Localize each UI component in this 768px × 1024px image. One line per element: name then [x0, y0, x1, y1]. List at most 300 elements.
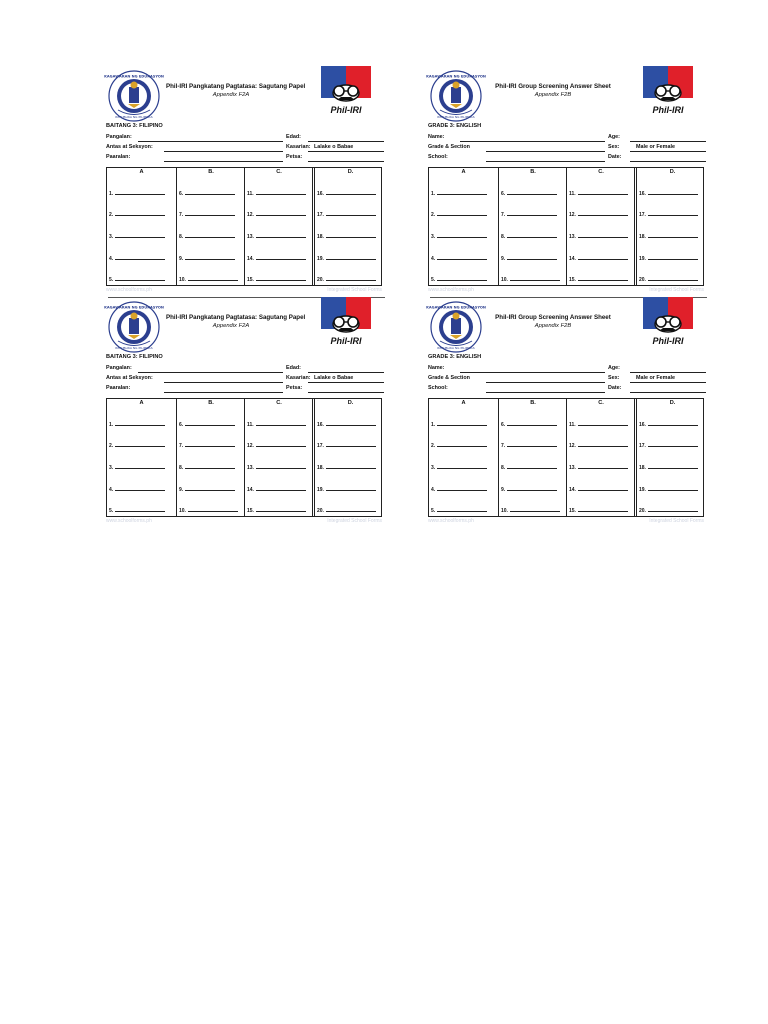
filipino-answer-sheet: [104, 297, 386, 524]
item-number: 20.: [317, 277, 324, 283]
answer-blank[interactable]: [437, 276, 487, 281]
answer-blank[interactable]: [510, 507, 560, 512]
answer-blank[interactable]: [507, 211, 557, 216]
answer-blank[interactable]: [578, 421, 628, 426]
field-label: School:: [428, 385, 448, 391]
item-number: 10.: [179, 508, 186, 514]
field-input-line[interactable]: [486, 151, 605, 152]
answer-blank[interactable]: [437, 211, 487, 216]
answer-item: [317, 442, 376, 449]
item-number: 19.: [317, 256, 324, 262]
field-label: Grade & Section: [428, 375, 470, 381]
answer-blank[interactable]: [507, 255, 557, 260]
answer-column: [498, 399, 567, 516]
grade-subject: GRADE 3: ENGLISH: [428, 123, 482, 129]
answer-blank[interactable]: [185, 211, 235, 216]
answer-item: [569, 211, 628, 218]
column-header: B.: [208, 400, 214, 406]
field-label: Edad:: [286, 134, 301, 140]
field-input-line[interactable]: [486, 161, 605, 162]
answer-column: [176, 399, 245, 516]
answer-blank[interactable]: [507, 486, 557, 491]
answer-blank[interactable]: [256, 255, 306, 260]
answer-blank[interactable]: [115, 211, 165, 216]
answer-item: [431, 507, 487, 514]
answer-item: [569, 442, 628, 449]
item-number: 5.: [109, 277, 114, 283]
answer-blank[interactable]: [648, 233, 698, 238]
field-label: Date:: [608, 154, 622, 160]
field-right-row: [286, 134, 384, 143]
item-number: 8.: [501, 465, 506, 471]
item-number: 1.: [431, 191, 436, 197]
answer-column: [312, 168, 386, 285]
answer-item: [639, 507, 698, 514]
item-number: 4.: [431, 256, 436, 262]
answer-item: [639, 421, 698, 428]
answer-column: [107, 399, 176, 516]
seal-text-bottom: REPUBLIKA NG PILIPINAS: [437, 346, 475, 350]
answer-column: [107, 168, 176, 285]
field-input-line[interactable]: [164, 151, 283, 152]
item-number: 13.: [569, 234, 576, 240]
answer-blank[interactable]: [510, 276, 560, 281]
logo-text: Phil-IRI: [652, 105, 684, 115]
column-header: C.: [598, 169, 604, 175]
item-number: 10.: [501, 277, 508, 283]
field-input-line[interactable]: [308, 141, 384, 142]
answer-blank[interactable]: [648, 190, 698, 195]
item-number: 20.: [639, 508, 646, 514]
answer-item: [247, 211, 306, 218]
answer-blank[interactable]: [256, 233, 306, 238]
answer-blank[interactable]: [648, 276, 698, 281]
answer-item: [317, 486, 376, 493]
answer-blank[interactable]: [115, 507, 165, 512]
sheet-title: Phil-IRI Pangkatang Pagtatasa: Sagutang Papel: [166, 83, 306, 90]
answer-item: [179, 233, 235, 240]
field-left-row: [106, 134, 286, 143]
answer-item: [109, 255, 165, 262]
answer-blank[interactable]: [578, 464, 628, 469]
item-number: 1.: [109, 191, 114, 197]
field-left-row: [428, 375, 608, 384]
answer-item: [247, 486, 306, 493]
answer-item: [569, 276, 628, 283]
field-input-line[interactable]: [138, 372, 283, 373]
item-number: 9.: [179, 256, 184, 262]
answer-item: [247, 421, 306, 428]
item-number: 1.: [109, 422, 114, 428]
answer-blank[interactable]: [507, 233, 557, 238]
answer-item: [317, 421, 376, 428]
field-input-line[interactable]: [486, 392, 605, 393]
answer-blank[interactable]: [326, 233, 376, 238]
item-number: 3.: [431, 234, 436, 240]
answer-blank[interactable]: [326, 276, 376, 281]
answer-blank[interactable]: [437, 442, 487, 447]
column-header: A: [461, 169, 466, 175]
title-block: [488, 314, 618, 329]
item-number: 19.: [317, 487, 324, 493]
answer-item: [431, 442, 487, 449]
field-right-row: [608, 375, 706, 384]
answer-blank[interactable]: [326, 211, 376, 216]
answer-column: [244, 168, 313, 285]
item-number: 7.: [501, 443, 506, 449]
field-input-line[interactable]: [630, 141, 706, 142]
field-input-line[interactable]: [308, 161, 384, 162]
answer-blank[interactable]: [578, 507, 628, 512]
answer-blank[interactable]: [185, 464, 235, 469]
item-number: 4.: [109, 256, 114, 262]
answer-blank[interactable]: [648, 486, 698, 491]
answer-blank[interactable]: [256, 464, 306, 469]
answer-blank[interactable]: [256, 211, 306, 216]
answer-blank[interactable]: [437, 233, 487, 238]
item-number: 12.: [569, 212, 576, 218]
field-right-row: [286, 365, 384, 374]
field-left-row: [106, 365, 286, 374]
answer-blank[interactable]: [256, 486, 306, 491]
answer-item: [431, 211, 487, 218]
answer-item: [179, 507, 238, 514]
footer-left: www.schoolforms.ph: [428, 518, 474, 524]
column-header: C.: [598, 400, 604, 406]
answer-item: [639, 464, 698, 471]
item-number: 4.: [431, 487, 436, 493]
field-input-line[interactable]: [308, 392, 384, 393]
item-number: 6.: [501, 191, 506, 197]
answer-column: [312, 399, 386, 516]
answer-blank[interactable]: [185, 190, 235, 195]
item-number: 14.: [247, 487, 254, 493]
field-left-row: [106, 154, 286, 163]
answer-blank[interactable]: [185, 486, 235, 491]
field-label: Kasarian:: [286, 375, 311, 381]
item-number: 4.: [109, 487, 114, 493]
answer-item: [501, 276, 560, 283]
answer-blank[interactable]: [188, 507, 238, 512]
deped-seal-icon: [426, 70, 486, 122]
field-value: Male or Female: [636, 375, 675, 381]
answer-blank[interactable]: [437, 486, 487, 491]
field-input-line[interactable]: [460, 141, 605, 142]
item-number: 18.: [639, 465, 646, 471]
item-number: 7.: [179, 443, 184, 449]
answer-blank[interactable]: [256, 190, 306, 195]
answer-item: [247, 233, 306, 240]
sheet-title: Phil-IRI Pangkatang Pagtatasa: Sagutang Papel: [166, 314, 306, 321]
answer-item: [247, 255, 306, 262]
item-number: 10.: [179, 277, 186, 283]
answer-blank[interactable]: [326, 507, 376, 512]
answer-blank[interactable]: [115, 233, 165, 238]
answer-column: [634, 399, 708, 516]
answer-column: [429, 399, 498, 516]
answer-blank[interactable]: [437, 507, 487, 512]
answer-blank[interactable]: [326, 190, 376, 195]
answer-item: [109, 190, 165, 197]
answer-blank[interactable]: [648, 421, 698, 426]
field-input-line[interactable]: [164, 392, 283, 393]
answer-item: [179, 442, 235, 449]
deped-seal-icon: [426, 301, 486, 353]
field-input-line[interactable]: [486, 382, 605, 383]
answer-blank[interactable]: [578, 233, 628, 238]
field-label: Paaralan:: [106, 154, 131, 160]
answer-blank[interactable]: [326, 421, 376, 426]
title-block: [166, 314, 306, 329]
seal-text-bottom: REPUBLIKA NG PILIPINAS: [115, 346, 153, 350]
item-number: 19.: [639, 487, 646, 493]
answer-item: [431, 276, 487, 283]
item-number: 20.: [639, 277, 646, 283]
answer-item: [179, 464, 235, 471]
answer-blank[interactable]: [578, 255, 628, 260]
item-number: 7.: [179, 212, 184, 218]
answer-blank[interactable]: [188, 276, 238, 281]
item-number: 15.: [569, 508, 576, 514]
answer-blank[interactable]: [185, 421, 235, 426]
field-left-row: [428, 144, 608, 153]
answer-blank[interactable]: [115, 190, 165, 195]
field-input-line[interactable]: [630, 382, 706, 383]
logo-text: Phil-IRI: [330, 105, 362, 115]
answer-blank[interactable]: [437, 421, 487, 426]
item-number: 6.: [179, 191, 184, 197]
field-left-row: [106, 144, 286, 153]
answer-column: [566, 399, 635, 516]
answer-item: [569, 507, 628, 514]
answer-blank[interactable]: [256, 421, 306, 426]
field-input-line[interactable]: [308, 382, 384, 383]
answer-blank[interactable]: [648, 211, 698, 216]
item-number: 11.: [569, 422, 576, 428]
answer-item: [317, 507, 376, 514]
answer-item: [569, 233, 628, 240]
field-input-line[interactable]: [308, 151, 384, 152]
answer-blank[interactable]: [115, 442, 165, 447]
grade-subject: BAITANG 3: FILIPINO: [106, 123, 163, 129]
field-value: Male or Female: [636, 144, 675, 150]
answer-grid: [106, 167, 382, 286]
item-number: 14.: [569, 487, 576, 493]
answer-grid: [428, 398, 704, 517]
item-number: 17.: [317, 212, 324, 218]
answer-item: [179, 421, 235, 428]
answer-item: [639, 255, 698, 262]
field-value: Lalake o Babae: [314, 375, 354, 381]
answer-item: [431, 464, 487, 471]
answer-blank[interactable]: [648, 442, 698, 447]
answer-blank[interactable]: [648, 507, 698, 512]
deped-seal-icon: [104, 70, 164, 122]
item-number: 13.: [247, 234, 254, 240]
logo-text: Phil-IRI: [330, 336, 362, 346]
field-label: Petsa:: [286, 385, 303, 391]
answer-blank[interactable]: [185, 233, 235, 238]
field-input-line[interactable]: [630, 392, 706, 393]
field-label: Antas at Seksyon:: [106, 375, 153, 381]
answer-item: [247, 442, 306, 449]
field-label: Age:: [608, 365, 620, 371]
answer-item: [501, 233, 557, 240]
item-number: 12.: [569, 443, 576, 449]
answer-item: [639, 276, 698, 283]
item-number: 5.: [431, 277, 436, 283]
answer-blank[interactable]: [256, 442, 306, 447]
footer-right: Integrated School Forms: [327, 518, 382, 524]
answer-column: [498, 168, 567, 285]
item-number: 14.: [247, 256, 254, 262]
field-label: Grade & Section: [428, 144, 470, 150]
field-left-row: [106, 375, 286, 384]
item-number: 11.: [247, 422, 254, 428]
answer-blank[interactable]: [256, 276, 306, 281]
answer-blank[interactable]: [507, 442, 557, 447]
column-header: B.: [530, 169, 536, 175]
answer-item: [501, 442, 557, 449]
answer-item: [569, 255, 628, 262]
phil-iri-logo-icon: [321, 66, 371, 122]
sheet-appendix: Appendix F2A: [212, 323, 250, 329]
field-input-line[interactable]: [164, 161, 283, 162]
field-label: Petsa:: [286, 154, 303, 160]
answer-blank[interactable]: [256, 507, 306, 512]
item-number: 16.: [317, 191, 324, 197]
answer-blank[interactable]: [648, 255, 698, 260]
answer-item: [569, 421, 628, 428]
item-number: 17.: [639, 212, 646, 218]
field-right-row: [286, 385, 384, 394]
answer-blank[interactable]: [578, 211, 628, 216]
column-header: A: [139, 169, 144, 175]
answer-item: [431, 233, 487, 240]
item-number: 5.: [109, 508, 114, 514]
seal-text-top: KAGAWARAN NG EDUKASYON: [104, 305, 164, 310]
item-number: 2.: [431, 212, 436, 218]
answer-blank[interactable]: [437, 464, 487, 469]
field-label: Name:: [428, 365, 445, 371]
answer-blank[interactable]: [507, 464, 557, 469]
column-header: D.: [347, 169, 354, 175]
field-label: Edad:: [286, 365, 301, 371]
item-number: 13.: [247, 465, 254, 471]
item-number: 2.: [109, 443, 114, 449]
answer-item: [569, 486, 628, 493]
answer-blank[interactable]: [185, 442, 235, 447]
answer-blank[interactable]: [507, 190, 557, 195]
answer-blank[interactable]: [578, 190, 628, 195]
sheet-appendix: Appendix F2A: [212, 92, 250, 98]
item-number: 3.: [109, 234, 114, 240]
field-label: Age:: [608, 134, 620, 140]
answer-item: [639, 190, 698, 197]
answer-item: [179, 211, 235, 218]
footer-left: www.schoolforms.ph: [106, 518, 152, 524]
seal-text-top: KAGAWARAN NG EDUKASYON: [426, 74, 486, 79]
answer-blank[interactable]: [115, 486, 165, 491]
seal-text-top: KAGAWARAN NG EDUKASYON: [426, 305, 486, 310]
item-number: 15.: [247, 508, 254, 514]
answer-item: [501, 486, 557, 493]
field-right-row: [608, 365, 706, 374]
answer-item: [109, 442, 165, 449]
answer-item: [501, 507, 560, 514]
answer-item: [109, 276, 165, 283]
answer-blank[interactable]: [578, 442, 628, 447]
item-number: 11.: [569, 191, 576, 197]
answer-item: [501, 190, 557, 197]
field-input-line[interactable]: [630, 151, 706, 152]
field-input-line[interactable]: [308, 372, 384, 373]
answer-item: [317, 464, 376, 471]
answer-item: [179, 486, 235, 493]
field-left-row: [428, 154, 608, 163]
answer-blank[interactable]: [115, 421, 165, 426]
answer-item: [431, 190, 487, 197]
answer-blank[interactable]: [326, 464, 376, 469]
field-input-line[interactable]: [460, 372, 605, 373]
answer-item: [639, 233, 698, 240]
item-number: 14.: [569, 256, 576, 262]
field-label: Antas at Seksyon:: [106, 144, 153, 150]
answer-blank[interactable]: [437, 255, 487, 260]
item-number: 9.: [501, 487, 506, 493]
answer-blank[interactable]: [507, 421, 557, 426]
field-input-line[interactable]: [164, 382, 283, 383]
answer-item: [431, 486, 487, 493]
field-input-line[interactable]: [630, 372, 706, 373]
answer-item: [109, 233, 165, 240]
answer-blank[interactable]: [578, 276, 628, 281]
item-number: 9.: [179, 487, 184, 493]
answer-blank[interactable]: [578, 486, 628, 491]
answer-item: [501, 421, 557, 428]
item-number: 1.: [431, 422, 436, 428]
column-header: D.: [347, 400, 354, 406]
answer-blank[interactable]: [648, 464, 698, 469]
item-number: 9.: [501, 256, 506, 262]
answer-blank[interactable]: [326, 442, 376, 447]
item-number: 12.: [247, 443, 254, 449]
answer-blank[interactable]: [326, 255, 376, 260]
sheet-title: Phil-IRI Group Screening Answer Sheet: [495, 314, 611, 321]
field-label: Paaralan:: [106, 385, 131, 391]
answer-item: [569, 464, 628, 471]
answer-blank[interactable]: [185, 255, 235, 260]
item-number: 7.: [501, 212, 506, 218]
item-number: 15.: [247, 277, 254, 283]
field-input-line[interactable]: [630, 161, 706, 162]
answer-blank[interactable]: [115, 255, 165, 260]
answer-item: [179, 255, 235, 262]
answer-column: [176, 168, 245, 285]
answer-blank[interactable]: [115, 276, 165, 281]
answer-item: [179, 276, 238, 283]
seal-text-bottom: REPUBLIKA NG PILIPINAS: [115, 115, 153, 119]
field-label: Pangalan:: [106, 134, 132, 140]
answer-item: [247, 276, 306, 283]
item-number: 2.: [431, 443, 436, 449]
answer-blank[interactable]: [437, 190, 487, 195]
answer-blank[interactable]: [326, 486, 376, 491]
field-input-line[interactable]: [138, 141, 283, 142]
footer-right: Integrated School Forms: [649, 287, 704, 293]
answer-blank[interactable]: [115, 464, 165, 469]
column-header: D.: [669, 400, 676, 406]
